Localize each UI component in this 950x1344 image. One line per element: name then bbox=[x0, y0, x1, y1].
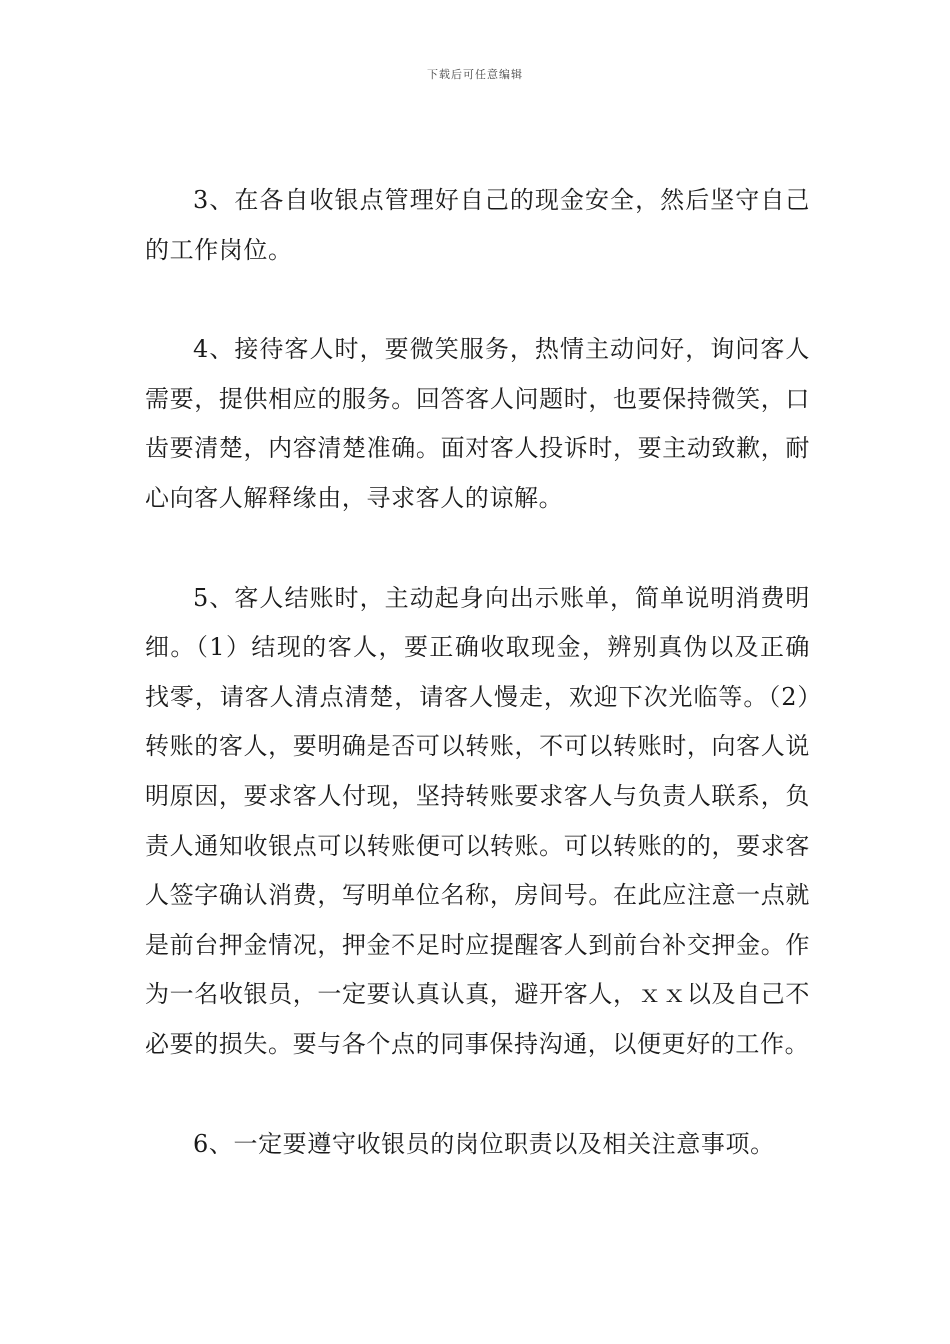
paragraph-5: 5、客人结账时，主动起身向出示账单，简单说明消费明细。（1）结现的客人，要正确收取现金，辨别真伪以及正确找零，请客人清点清楚，请客人慢走，欢迎下次光临等。（2）转账的客人，要明确是否可以转账，不可以转账时，向客人说明原因，要求客人付现，坚持转账要求客人与负责人联系，负责人通知收银点可以转账便可以转账。可以转账的的，要求客人签字确认消费，写明单位名称，房间号。在此应注意一点就是前台押金情况，押金不足时应提醒客人到前台补交押金。作为一名收银员，一定要认真认真，避开客人，ｘｘ以及自己不必要的损失。要与各个点的同事保持沟通，以便更好的工作。 bbox=[145, 583, 810, 1058]
paragraph-4: 4、接待客人时，要微笑服务，热情主动问好，询问客人需要，提供相应的服务。回答客人问题时，也要保持微笑，口齿要清楚，内容清楚准确。面对客人投诉时，要主动致歉，耐心向客人解释缘由，寻求客人的谅解。 bbox=[145, 335, 810, 512]
document-body bbox=[145, 176, 810, 1219]
paragraph-6: 6、一定要遵守收银员的岗位职责以及相关注意事项。 bbox=[193, 1129, 775, 1158]
page-header-note: 下载后可任意编辑 bbox=[427, 68, 523, 81]
paragraph-3: 3、在各自收银点管理好自己的现金安全，然后坚守自己的工作岗位。 bbox=[145, 186, 810, 264]
